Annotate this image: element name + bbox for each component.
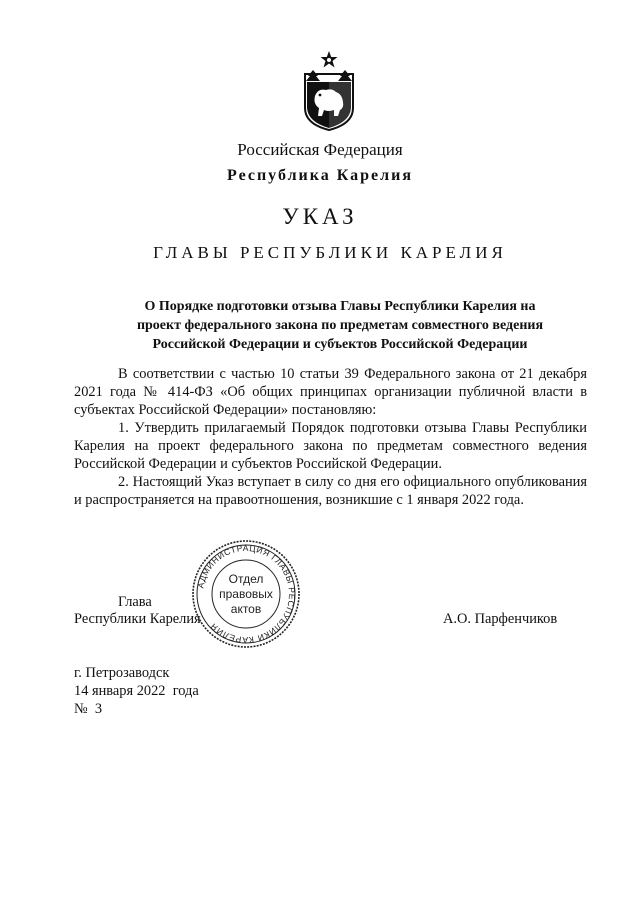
decree-body [74, 365, 587, 509]
signatory-organization: Республики Карелия [74, 611, 201, 627]
decree-title [110, 297, 570, 354]
signatory-name: А.О. Парфенчиков [443, 611, 558, 627]
body-paragraph: 1. Утвердить прилагаемый Порядок подготовки отзыва Главы Республики Карелия на проект федерального закона по предметам совместного ведения Российской Федерации и субъектов Российской Федерации. [74, 420, 587, 472]
decree-title-line: проект федерального закона по предметам совместного ведения [136, 318, 544, 333]
issue-city: г. Петрозаводск [74, 665, 170, 681]
body-paragraph: В соответствии с частью 10 статьи 39 Федерального закона от 21 декабря 2021 года № 414-ФЗ «Об общих принципах организации публичной власти в субъектах Российской Федерации» постановляю: [74, 366, 587, 418]
stamp-text-line: правовых [219, 587, 273, 601]
coat-of-arms-emblem [300, 50, 358, 132]
body-paragraph: 2. Настоящий Указ вступает в силу со дня его официального опубликования и распространяется на правоотношения, возникшие с 1 января 2022 года. [74, 474, 587, 508]
country-name: Российская Федерация [237, 140, 403, 159]
decree-title-line: О Порядке подготовки отзыва Главы Республики Карелия на [144, 299, 536, 314]
decree-number: № 3 [74, 701, 103, 717]
decree-title-line: Российской Федерации и субъектов Российской Федерации [152, 337, 528, 352]
republic-name: Республика Карелия [227, 167, 413, 184]
issue-date: 14 января 2022 года [74, 683, 199, 699]
stamp-text-line: актов [230, 602, 262, 616]
issuer-heading: ГЛАВЫ РЕСПУБЛИКИ КАРЕЛИЯ [153, 243, 507, 262]
document-type: УКАЗ [282, 204, 358, 229]
official-stamp [190, 538, 302, 650]
signatory-title: Глава [118, 594, 152, 610]
stamp-text-line: Отдел [228, 572, 264, 586]
document-footer [74, 664, 199, 718]
stamp-ring-text: АДМИНИСТРАЦИЯ ГЛАВЫ РЕСПУБЛИКИ КАРЕЛИЯ [195, 542, 298, 646]
